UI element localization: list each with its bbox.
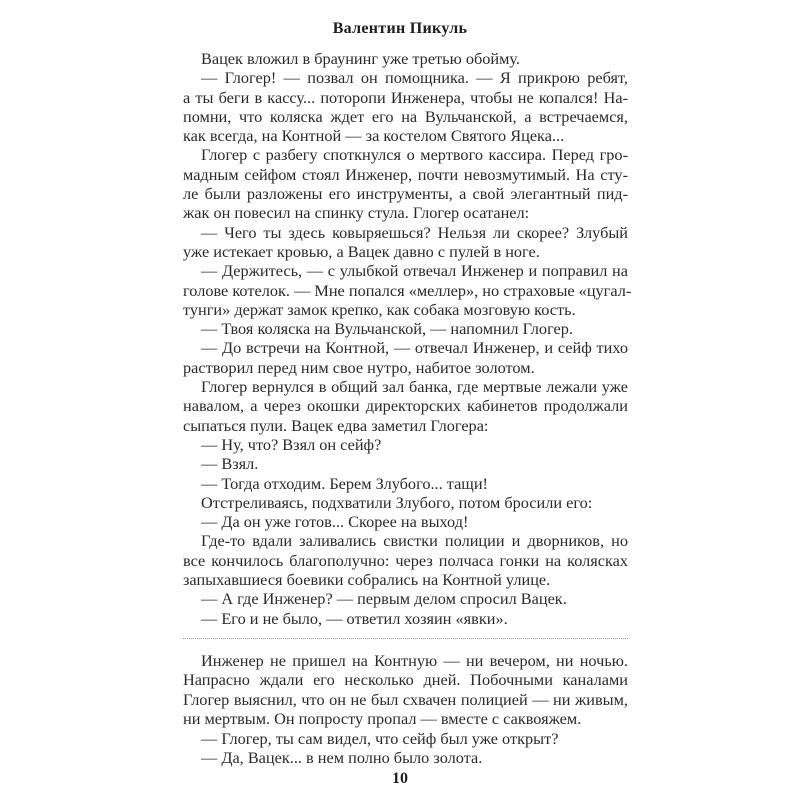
text-line: тунги» держат замок крепко, как собака мозговую кость. — [183, 299, 576, 319]
text-line: Глогер выяснил, что он не был схвачен полицией — ни живым, — [183, 689, 628, 709]
text-line: — Да, Вацек... в нем полно было золота. — [201, 747, 483, 767]
text-line: — Его и не было, — ответил хозяин «явки». — [201, 608, 508, 628]
text-line: уже истекает кровью, а Вацек давно с пулей в ноге. — [183, 241, 540, 261]
text-line: ле были разложены его инструменты, а свой элегантный пид- — [183, 184, 628, 204]
section-divider — [183, 638, 628, 639]
text-line: — Глогер, ты сам видел, что сейф был уже открыт? — [201, 728, 559, 748]
text-line: ни мертвым. Он попросту пропал — вместе с саквояжем. — [183, 709, 582, 729]
text-line: а ты беги в кассу... поторопи Инженера, чтобы не копался! На- — [183, 87, 628, 107]
text-line: запыхавшиеся боевики собрались на Контной улице. — [183, 570, 551, 590]
text-line: все кончилось благополучно: через полчаса гонки на колясках — [183, 550, 628, 570]
text-section-2 — [183, 651, 628, 767]
text-line: — Твоя коляска на Вульчанской, — напомнил Глогер. — [201, 319, 573, 339]
text-line: сыпаться пули. Вацек едва заметил Глогера: — [183, 415, 489, 435]
text-line: Где-то вдали заливались свистки полиции и дворников, но — [201, 531, 628, 551]
running-header-author: Валентин Пикуль — [332, 20, 468, 37]
text-line: — Держитесь, — с улыбкой отвечал Инженер и поправил на — [201, 261, 628, 281]
text-line: — А где Инженер? — первым делом спросил Вацек. — [201, 589, 567, 609]
text-line: — Да он уже готов... Скорее на выход! — [201, 512, 469, 532]
text-line: растворил перед ним свое нутро, набитое золотом. — [183, 357, 535, 377]
text-line: Вацек вложил в браунинг уже третью обойму. — [201, 49, 520, 68]
text-line: — Ну, что? Взял он сейф? — [201, 434, 382, 454]
text-line: как всегда, на Контной — за костелом Святого Яцека... — [183, 126, 565, 146]
text-line: — Глогер! — позвал он помощника. — Я прикрою ребят, — [201, 68, 628, 88]
text-line: Инженер не пришел на Контную — ни вечером, ни ночью. — [201, 651, 628, 670]
text-line: голове котелок. — Мне попался «меллер», но страховые «цугал- — [183, 280, 632, 300]
text-line: — До встречи на Контной, — отвечал Инженер, и сейф тихо — [201, 338, 628, 358]
text-line: Напрасно ждали его несколько дней. Побочными каналами — [183, 670, 628, 690]
text-line: Отстреливаясь, подхватили Злубого, потом бросили его: — [201, 492, 593, 512]
text-section-1 — [183, 49, 632, 628]
text-line: помни, что коляска ждет его на Вульчанской, а встречаемся, — [183, 106, 628, 126]
text-line: Глогер вернулся в общий зал банка, где мертвые лежали уже — [201, 377, 628, 397]
text-line: Глогер с разбегу споткнулся о мертвого кассира. Перед гро- — [201, 145, 628, 165]
text-line: — Чего ты здесь ковыряешься? Нельзя ли скорее? Злубый — [201, 222, 628, 242]
text-line: — Взял. — [201, 454, 259, 474]
text-line: мадным сейфом стоял Инженер, почти невозмутимый. На сту- — [183, 164, 628, 184]
text-line: навалом, а через окошки директорских кабинетов продолжали — [183, 396, 628, 416]
page-number: 10 — [392, 770, 408, 787]
text-line: — Тогда отходим. Берем Злубого... тащи! — [201, 473, 488, 493]
text-line: жак он повесил на спинку стула. Глогер осатанел: — [183, 203, 530, 223]
